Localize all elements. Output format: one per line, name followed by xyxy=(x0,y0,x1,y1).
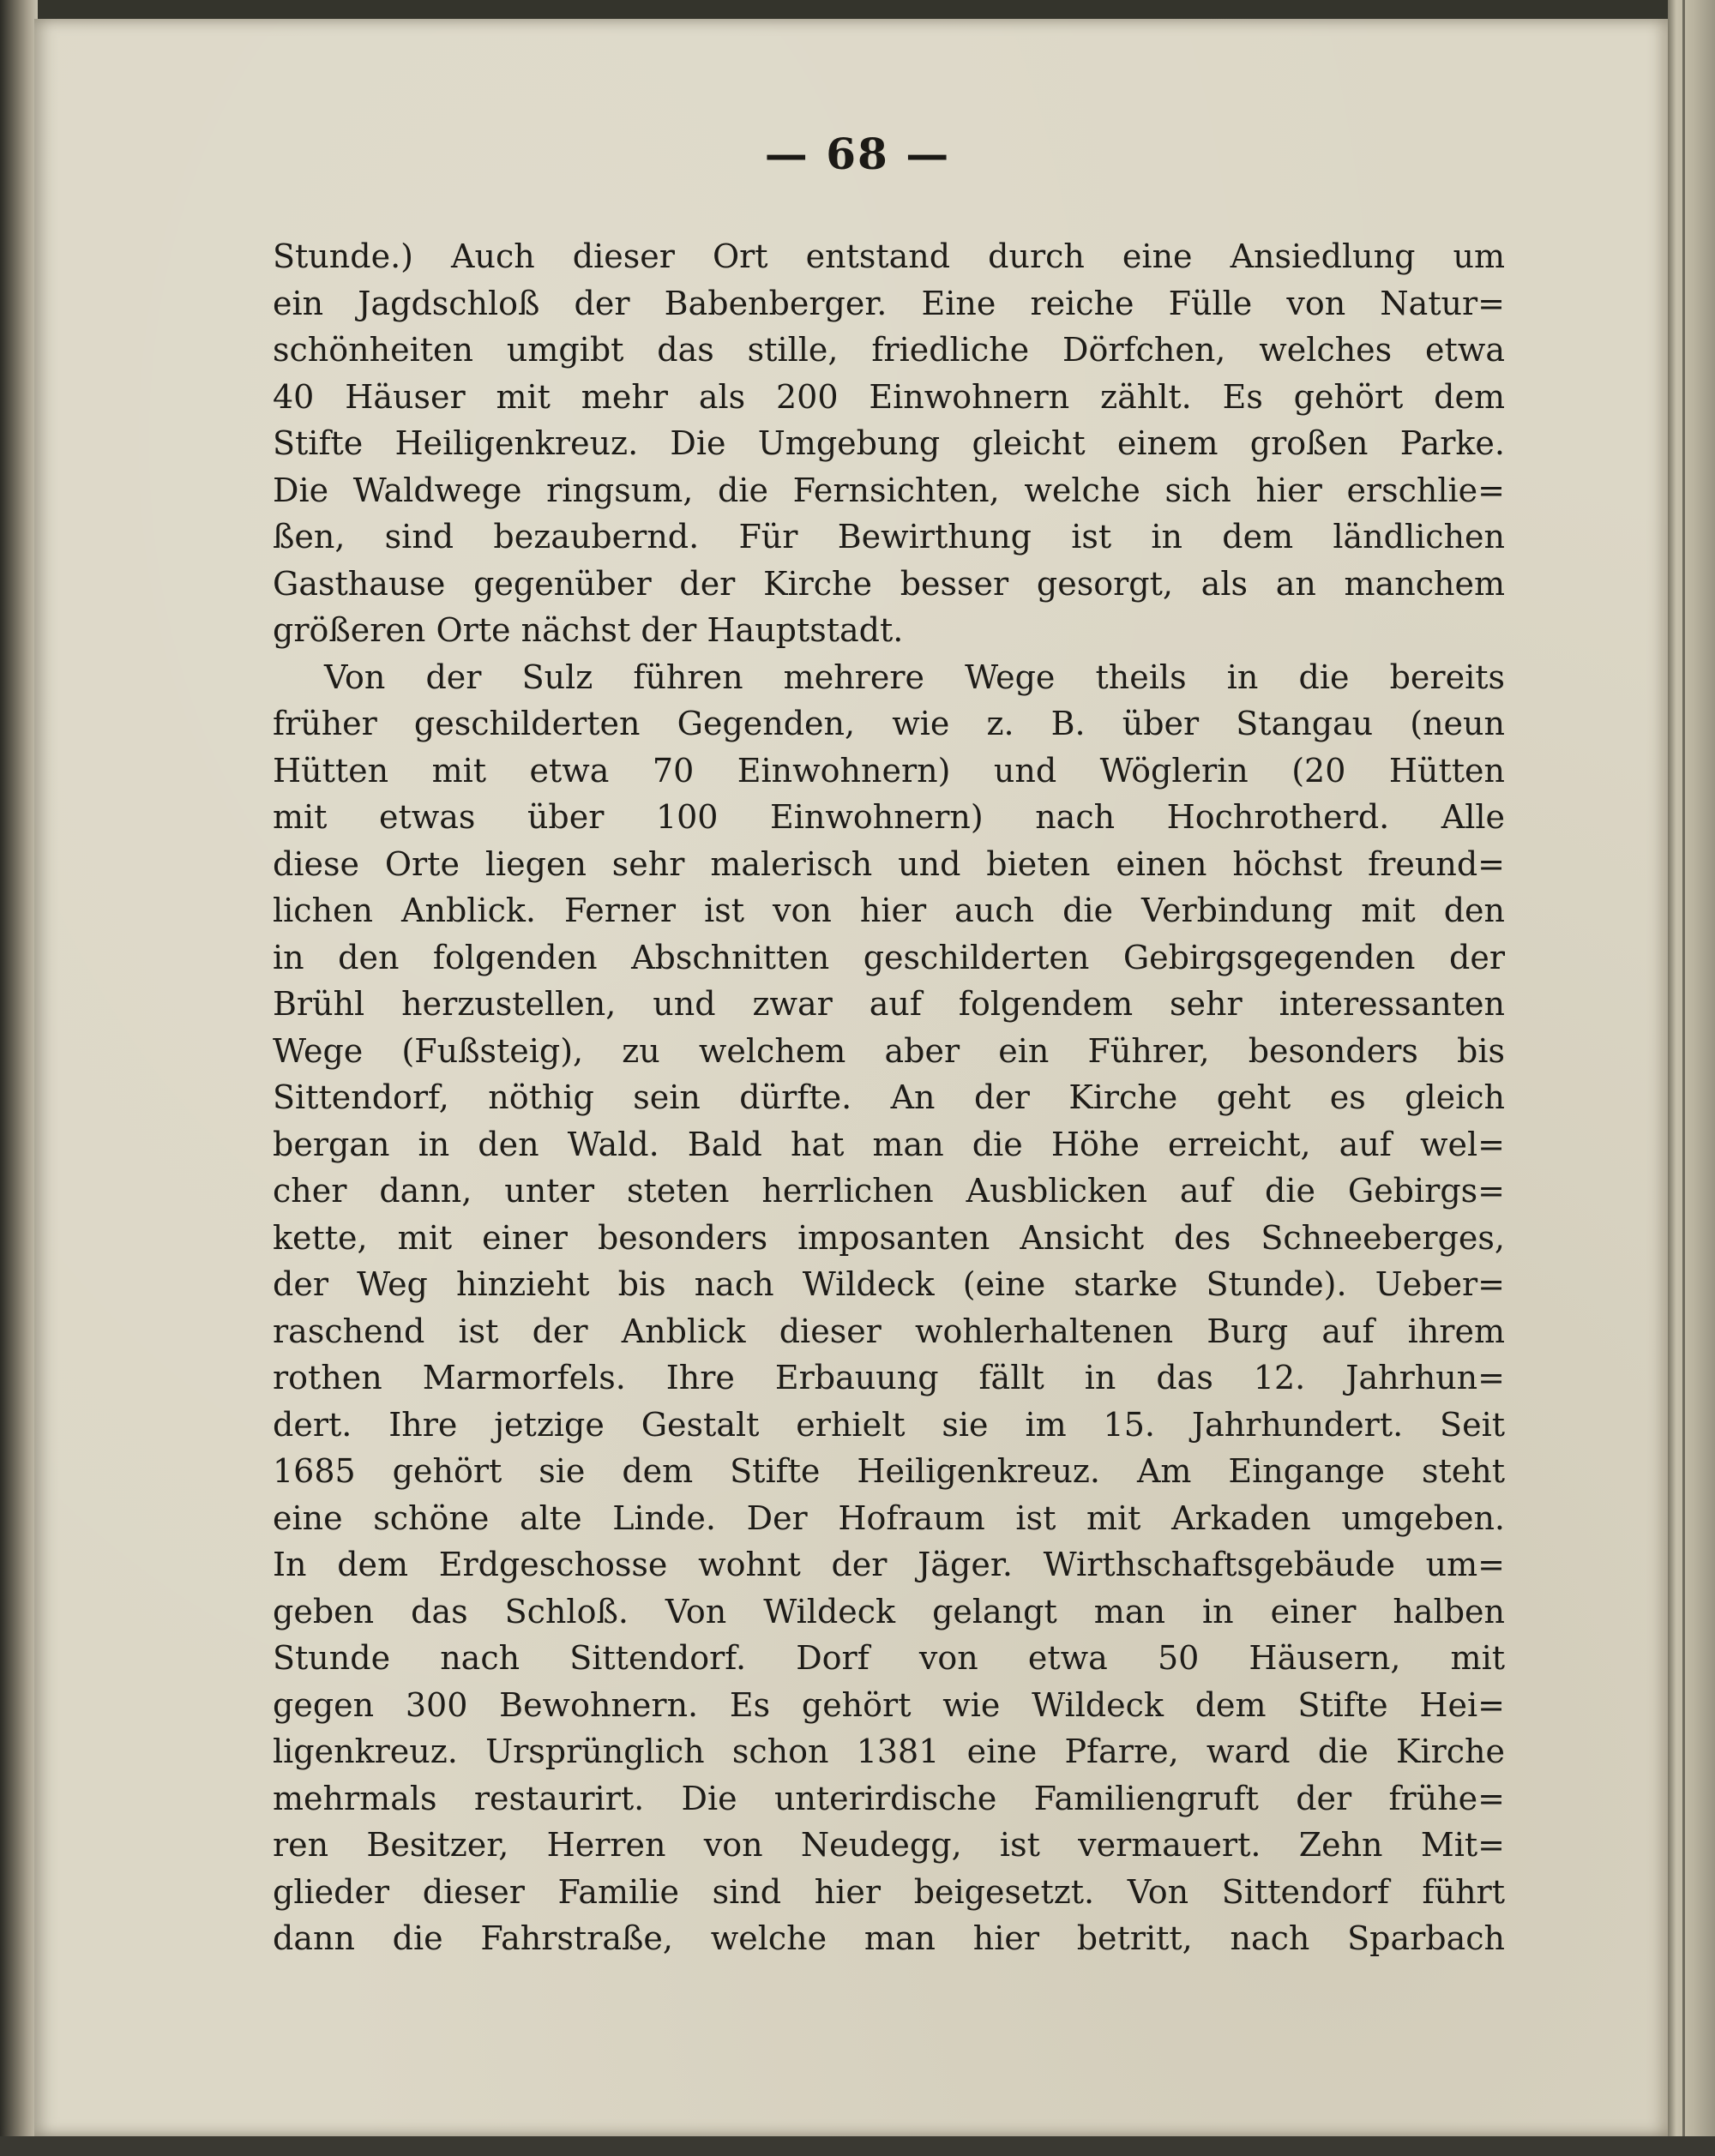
text-line: mit etwas über 100 Einwohnern) nach Hochrotherd. Alle xyxy=(273,798,1505,836)
text-line: größeren Orte nächst der Hauptstadt. xyxy=(273,611,904,649)
text-line: bergan in den Wald. Bald hat man die Höhe erreicht, auf wel= xyxy=(273,1125,1505,1163)
text-line: Hütten mit etwa 70 Einwohnern) und Wöglerin (20 Hütten xyxy=(273,751,1505,790)
text-line: Die Waldwege ringsum, die Fernsichten, welche sich hier erschlie= xyxy=(273,471,1505,509)
text-line: Gasthause gegenüber der Kirche besser gesorgt, als an manchem xyxy=(273,564,1505,603)
text-line: ein Jagdschloß der Babenberger. Eine reiche Fülle von Natur= xyxy=(273,284,1505,322)
text-line: früher geschilderten Gegenden, wie z. B. über Stangau (neun xyxy=(273,705,1505,742)
text-line: Stifte Heiligenkreuz. Die Umgebung gleicht einem großen Parke. xyxy=(273,424,1505,462)
book-binding-edge xyxy=(0,0,38,2156)
page-number: — 68 — xyxy=(764,129,951,179)
text-line: in den folgenden Abschnitten geschilderten Gebirgsgegenden der xyxy=(273,938,1505,976)
text-line: gegen 300 Bewohnern. Es gehört wie Wildeck dem Stifte Hei= xyxy=(273,1685,1505,1724)
text-line: Von der Sulz führen mehrere Wege theils in die bereits xyxy=(324,658,1505,696)
text-line: cher dann, unter steten herrlichen Ausblicken auf die Gebirgs= xyxy=(273,1172,1505,1210)
text-line: Stunde.) Auch dieser Ort entstand durch eine Ansiedlung um xyxy=(273,237,1505,275)
text-line: raschend ist der Anblick dieser wohlerhaltenen Burg auf ihrem xyxy=(273,1312,1505,1350)
page-stack-edge xyxy=(1668,0,1715,2156)
text-line: der Weg hinzieht bis nach Wildeck (eine starke Stunde). Ueber= xyxy=(273,1265,1505,1303)
text-line: ligenkreuz. Ursprünglich schon 1381 eine Pfarre, ward die Kirche xyxy=(273,1733,1505,1770)
text-line: glieder dieser Familie sind hier beigesetzt. Von Sittendorf führt xyxy=(273,1872,1505,1911)
text-line: dert. Ihre jetzige Gestalt erhielt sie im 15. Jahrhundert. Seit xyxy=(273,1405,1505,1444)
page-edge-line xyxy=(1682,0,1685,2156)
text-line: ßen, sind bezaubernd. Für Bewirthung ist in dem ländlichen xyxy=(273,518,1505,556)
text-line: eine schöne alte Linde. Der Hofraum ist mit Arkaden umgeben. xyxy=(273,1498,1505,1537)
text-line: lichen Anblick. Ferner ist von hier auch die Verbindung mit den xyxy=(273,892,1505,929)
text-line: ren Besitzer, Herren von Neudegg, ist vermauert. Zehn Mit= xyxy=(273,1826,1505,1864)
text-line: schönheiten umgibt das stille, friedliche Dörfchen, welches etwa xyxy=(273,331,1505,369)
scan-bottom-border xyxy=(0,2136,1715,2156)
text-line: Brühl herzustellen, und zwar auf folgendem sehr interessanten xyxy=(273,985,1505,1023)
text-line: geben das Schloß. Von Wildeck gelangt man in einer halben xyxy=(273,1592,1505,1631)
text-line: mehrmals restaurirt. Die unterirdische Familiengruft der frühe= xyxy=(273,1779,1505,1817)
text-line: rothen Marmorfels. Ihre Erbauung fällt in das 12. Jahrhun= xyxy=(273,1359,1505,1396)
text-line: Sittendorf, nöthig sein dürfte. An der Kirche geht es gleich xyxy=(273,1078,1505,1116)
text-line: Stunde nach Sittendorf. Dorf von etwa 50 Häusern, mit xyxy=(273,1639,1505,1677)
text-line: diese Orte liegen sehr malerisch und bieten einen höchst freund= xyxy=(273,844,1505,883)
text-line: In dem Erdgeschosse wohnt der Jäger. Wirthschaftsgebäude um= xyxy=(273,1546,1505,1583)
text-line: Wege (Fußsteig), zu welchem aber ein Führer, besonders bis xyxy=(273,1031,1505,1070)
text-line: dann die Fahrstraße, welche man hier betritt, nach Sparbach xyxy=(273,1919,1505,1957)
text-line: 1685 gehört sie dem Stifte Heiligenkreuz. Am Eingange steht xyxy=(273,1452,1505,1490)
text-line: 40 Häuser mit mehr als 200 Einwohnern zählt. Es gehört dem xyxy=(273,377,1505,416)
body-text xyxy=(273,233,1505,1962)
text-line: kette, mit einer besonders imposanten Ansicht des Schneeberges, xyxy=(273,1218,1505,1257)
